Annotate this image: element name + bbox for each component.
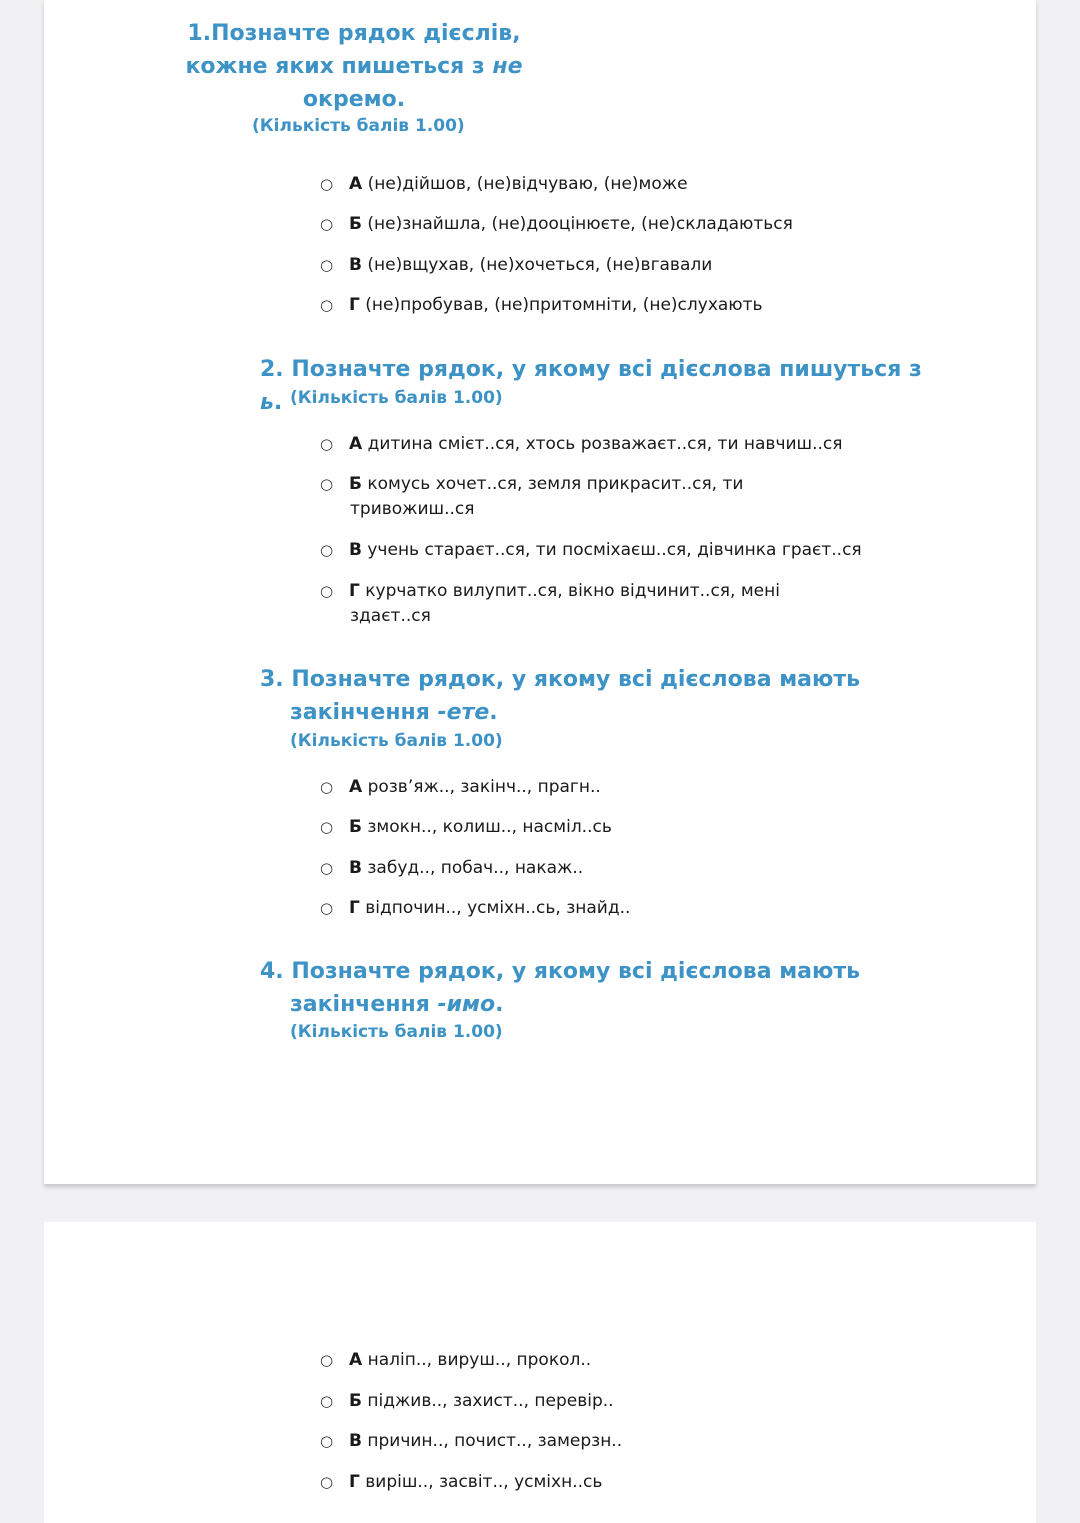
radio-icon[interactable]: ○ bbox=[320, 475, 334, 493]
radio-icon[interactable]: ○ bbox=[320, 1473, 334, 1491]
radio-icon[interactable]: ○ bbox=[320, 1432, 334, 1450]
radio-icon[interactable]: ○ bbox=[320, 582, 334, 600]
radio-icon[interactable]: ○ bbox=[320, 1351, 334, 1369]
question-2-title: 2. Позначте рядок, у якому всі дієслова пишуться з ь. bbox=[260, 357, 922, 415]
question-1-title: 1.Позначте рядок дієслів, кожне яких пишеться з не окремо. bbox=[185, 21, 523, 112]
question-3-title: 3. Позначте рядок, у якому всі дієслова мають закінчення -ете. bbox=[260, 667, 861, 725]
question-4-title: 4. Позначте рядок, у якому всі дієслова мають закінчення -имо. bbox=[260, 959, 861, 1017]
radio-icon[interactable]: ○ bbox=[320, 899, 334, 917]
radio-icon[interactable]: ○ bbox=[320, 1392, 334, 1410]
radio-icon[interactable]: ○ bbox=[320, 818, 334, 836]
radio-icon[interactable]: ○ bbox=[320, 859, 334, 877]
document-page-1: 1.Позначте рядок дієслів, кожне яких пишеться з не окремо. (Кількість балів 1.00) ○ А (не)дійшов, (не)відчуваю, (не)може ○ Б (не)знайшла, (не)дооцінюєте, (не)складаються ○ В (не)вщухав, (не)хочеться, (не)вгавали ○ Г (не)пробував, (не)притомніти, (не)слухають 2. Позначте рядок, у якому всі дієслова пишуться з ь. (Кількість балів 1.00) ○ А дитина смієт..ся, хтось розважаєт..ся, ти навчиш..ся ○ Б комусь хочет..ся, земля прикрасит..ся, ти тривожиш..ся ○ В учень стараєт..ся, ти посміхаєш..ся, дівчинка граєт..ся ○ Г курчатко вилупит..ся, вікно відчинит..ся, мені здаєт..ся 3. Позначте рядок, у якому всі дієслова мають закінчення -ете. (Кількість балів 1.00) ○ А розв’яж.., закінч.., прагн.. ○ Б змокн.., колиш.., насміл..сь ○ В забуд.., побач.., накаж.. ○ Г відпочин.., усміхн..сь, знайд.. 4. Позначте рядок, у якому всі дієслова мають закінчення -имо. (Кількість балів 1.00) bbox=[44, 0, 1036, 1184]
question-1-points: (Кількість балів 1.00) bbox=[252, 116, 465, 136]
radio-icon[interactable]: ○ bbox=[320, 296, 334, 314]
question-4-points: (Кількість балів 1.00) bbox=[290, 1022, 503, 1042]
question-2-points: (Кількість балів 1.00) bbox=[290, 388, 503, 408]
radio-icon[interactable]: ○ bbox=[320, 256, 334, 274]
radio-icon[interactable]: ○ bbox=[320, 435, 334, 453]
radio-icon[interactable]: ○ bbox=[320, 778, 334, 796]
document-page-2: ○ А наліп.., вируш.., прокол.. ○ Б піджив.., захист.., перевір.. ○ В причин.., почист.., замерзн.. ○ Г виріш.., засвіт.., усміхн..сь bbox=[44, 1222, 1036, 1523]
radio-icon[interactable]: ○ bbox=[320, 175, 334, 193]
radio-icon[interactable]: ○ bbox=[320, 541, 334, 559]
question-3-points: (Кількість балів 1.00) bbox=[290, 731, 503, 751]
radio-icon[interactable]: ○ bbox=[320, 215, 334, 233]
